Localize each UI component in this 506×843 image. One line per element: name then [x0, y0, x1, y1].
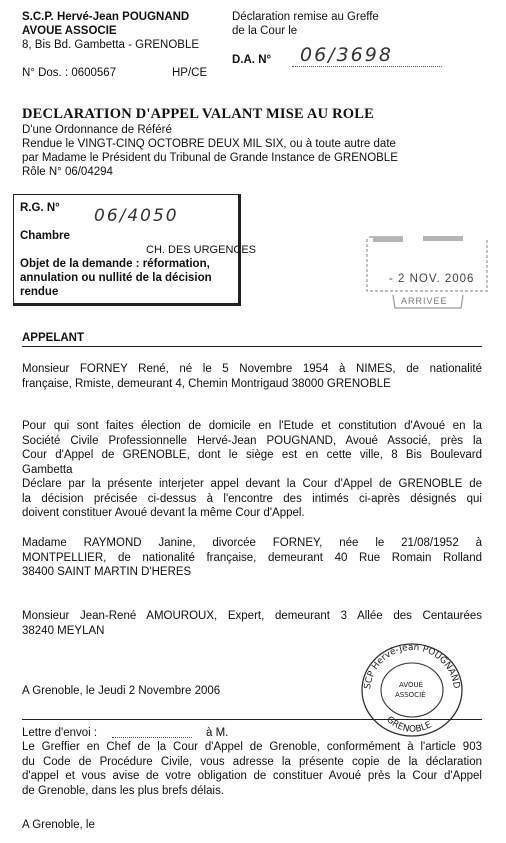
election-line-6: la décision précisée ci-dessus à l'encontre des intimés ci-après désignés qui	[22, 492, 482, 505]
appelant-divider	[22, 346, 482, 347]
election-line-7: doivent constituer Avoué devant la même Cour d'Appel.	[22, 507, 305, 519]
firm-seal	[352, 632, 472, 742]
a-m-label: à M.	[206, 727, 229, 739]
lettre-envoi-label: Lettre d'envoi :	[22, 727, 98, 739]
title-line-4: Rôle N° 06/04294	[22, 166, 113, 178]
intime-1-line-1: Madame RAYMOND Janine, divorcée FORNEY, née le 21/08/1952 à	[22, 537, 482, 549]
greffier-line-4: de Grenoble, dans les plus brefs délais.	[22, 784, 225, 797]
intime-1-line-3: 38400 SAINT MARTIN D'HERES	[22, 566, 192, 578]
objet-line-1: Objet de la demande : réformation,	[20, 258, 210, 270]
da-number-handwritten: 06/3698	[300, 44, 393, 66]
stamp-arrivee: ARRIVEE	[401, 296, 448, 306]
appelant-heading: APPELANT	[22, 332, 84, 344]
election-line-3: Cour d'Appel de GRENOBLE, dont le siège est en cette ville, 8 Bis Boulevard	[22, 449, 482, 461]
seal-outer-text: SCP Hervé-Jean POUGNAND	[363, 642, 461, 690]
election-line-1: Pour qui sont faites élection de domicile en l'Etude et constitution d'Avoué en la	[22, 420, 482, 432]
arrival-stamp	[363, 233, 493, 313]
greffier-line-2: du Code de Procédure Civile, vous adresse la présente copie de la déclaration	[22, 755, 482, 768]
dossier-number: N° Dos. : 0600567	[22, 67, 117, 79]
objet-line-3: rendue	[20, 286, 59, 298]
greffier-block	[22, 740, 482, 798]
declaration-title: DECLARATION D'APPEL VALANT MISE AU ROLE	[22, 106, 374, 122]
intime-1-block	[22, 536, 482, 580]
footer-divider	[22, 719, 482, 720]
intime-2-line-1: Monsieur Jean-René AMOUROUX, Expert, demeurant 3 Allée des Centaurées	[22, 610, 482, 622]
appelant-block	[22, 362, 482, 391]
lettre-dotted-line	[112, 737, 192, 738]
greffier-line-3: d'appel et vous avise de votre obligation de constituer Avoué près la Cour d'Appel	[22, 770, 482, 782]
chambre-value-stamp: CH. DES URGENCES	[146, 244, 257, 256]
signature-place-date: A Grenoble, le Jeudi 2 Novembre 2006	[22, 685, 221, 697]
seal-icon	[352, 632, 472, 742]
firm-address: 8, Bis Bd. Gambetta - GRENOBLE	[22, 39, 200, 51]
title-line-1: D'une Ordonnance de Référé	[22, 124, 172, 136]
greffe-line-2: de la Cour le	[232, 25, 298, 37]
stamp-date: - 2 NOV. 2006	[389, 273, 475, 285]
chambre-label: Chambre	[20, 230, 70, 242]
election-line-4: Gambetta	[22, 463, 73, 476]
rg-number-handwritten: 06/4050	[94, 206, 179, 226]
appelant-line-1: Monsieur FORNEY René, né le 5 Novembre 1954 à NIMES, de nationalité	[22, 363, 482, 375]
seal-inner-line-1: AVOUÉ	[399, 681, 424, 689]
objet-line-2: annulation ou nullité de la décision	[20, 272, 212, 284]
election-line-2: Société Civile Professionnelle Hervé-Jean POUGNAND, Avoué Associé, près la	[22, 434, 482, 447]
da-dotted-line	[292, 66, 442, 67]
appelant-line-2: française, Rmiste, demeurant 4, Chemin Montrigaud 38000 GRENOBLE	[22, 377, 391, 390]
greffe-line-1: Déclaration remise au Greffe	[232, 11, 379, 23]
election-block	[22, 419, 482, 521]
seal-inner-line-2: ASSOCIÉ	[395, 691, 426, 699]
title-line-3: par Madame le Président du Tribunal de Grande Instance de GRENOBLE	[22, 152, 398, 164]
firm-title: AVOUE ASSOCIE	[22, 25, 117, 37]
election-line-5: Déclare par la présente interjeter appel devant la Cour d'Appel de GRENOBLE de	[22, 478, 482, 490]
closing-place-date: A Grenoble, le	[22, 819, 95, 831]
firm-name: S.C.P. Hervé-Jean POUGNAND	[22, 11, 190, 23]
intime-1-line-2: MONTPELLIER, de nationalité française, demeurant 40 Rue Romain Rolland	[22, 551, 482, 564]
intime-2-line-2: 38240 MEYLAN	[22, 624, 105, 637]
seal-bottom-text: GRENOBLE	[384, 714, 434, 735]
da-label: D.A. N°	[232, 54, 272, 66]
title-line-2: Rendue le VINGT-CINQ OCTOBRE DEUX MIL SIX, ou à toute autre date	[22, 138, 396, 150]
dossier-ref: HP/CE	[172, 67, 208, 79]
rg-label: R.G. N°	[20, 202, 60, 214]
greffier-line-1: Le Greffier en Chef de la Cour d'Appel de Grenoble, conformément à l'article 903	[22, 741, 482, 753]
